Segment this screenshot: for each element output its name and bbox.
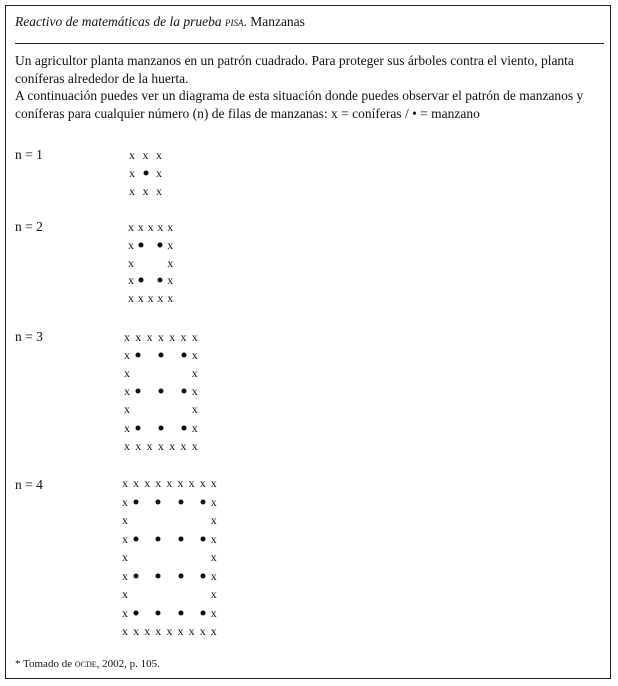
apple-tree-dot: [181, 425, 186, 430]
conifer-mark: x: [133, 476, 140, 490]
conifer-mark: x: [191, 402, 198, 417]
conifer-mark: x: [156, 165, 162, 180]
apple-tree-dot: [138, 242, 143, 247]
conifer-mark: x: [210, 494, 217, 509]
conifer-mark: x: [210, 568, 217, 583]
conifer-mark: x: [129, 165, 135, 180]
conifer-mark: x: [167, 220, 174, 234]
apple-tree-dot: [178, 610, 183, 615]
apple-tree-dot: [136, 353, 141, 358]
conifer-mark: x: [191, 330, 198, 344]
conifer-mark: x: [167, 273, 174, 288]
diagram-label-n4: n = 4: [15, 477, 43, 492]
figure-header: [15, 14, 305, 30]
footnote-prefix: * Tomado de: [15, 658, 73, 670]
conifer-mark: x: [210, 550, 217, 564]
conifer-mark: x: [122, 513, 128, 527]
conifer-mark: x: [180, 438, 187, 453]
conifer-mark: x: [135, 438, 142, 453]
intro-paragraph-2: A continuación puedes ver un diagrama de esta situación donde puedes observar el patrón de manzanos y coníferas para cualquier número (n) de filas de manzanas: x = coníferas / • = manzano: [15, 88, 584, 121]
header-pisa: pisa: [224, 14, 244, 29]
conifer-mark: x: [129, 183, 135, 198]
conifer-mark: x: [155, 476, 162, 490]
footnote-org: ocde: [74, 658, 97, 670]
conifer-mark: x: [188, 624, 195, 638]
footnote-suffix: , 2002, p. 105.: [96, 658, 160, 670]
apple-tree-dot: [200, 573, 205, 578]
conifer-mark: x: [124, 348, 130, 363]
intro-paragraph-1: Un agricultor planta manzanos en un patrón cuadrado. Para proteger sus árboles contra el viento, planta coníferas alrededor de la huerta.: [15, 53, 574, 86]
conifer-mark: x: [210, 605, 217, 620]
apple-tree-dot: [200, 499, 205, 504]
conifer-mark: x: [169, 330, 176, 344]
conifer-mark: x: [144, 624, 151, 638]
apple-tree-dot: [143, 170, 148, 175]
conifer-mark: x: [137, 220, 144, 234]
conifer-mark: x: [128, 220, 134, 234]
apple-tree-dot: [181, 353, 186, 358]
conifer-mark: x: [167, 237, 174, 252]
conifer-mark: x: [191, 420, 198, 435]
apple-tree-dot: [156, 536, 161, 541]
conifer-mark: x: [133, 624, 140, 638]
conifer-mark: x: [124, 402, 130, 417]
conifer-mark: x: [128, 291, 134, 306]
conifer-mark: x: [122, 587, 128, 601]
conifer-mark: x: [128, 255, 134, 270]
conifer-mark: x: [128, 237, 134, 252]
apple-tree-dot: [134, 499, 139, 504]
apple-tree-dot: [156, 573, 161, 578]
apple-tree-dot: [200, 610, 205, 615]
conifer-mark: x: [124, 366, 130, 381]
conifer-mark: x: [156, 183, 162, 198]
footnote: [15, 658, 160, 670]
conifer-mark: x: [142, 148, 149, 162]
apple-tree-dot: [181, 389, 186, 394]
conifer-mark: x: [180, 330, 187, 344]
conifer-mark: x: [137, 291, 144, 306]
diagram-label-n3: n = 3: [15, 329, 43, 344]
conifer-mark: x: [191, 366, 198, 381]
conifer-mark: x: [167, 255, 174, 270]
apple-tree-dot: [158, 389, 163, 394]
conifer-mark: x: [122, 476, 128, 490]
conifer-mark: x: [146, 330, 153, 344]
conifer-mark: x: [122, 605, 128, 620]
header-subtitle: . Manzanas: [243, 14, 305, 29]
conifer-mark: x: [147, 291, 154, 306]
conifer-mark: x: [177, 624, 184, 638]
conifer-mark: x: [188, 476, 195, 490]
apple-tree-dot: [158, 353, 163, 358]
apple-tree-dot: [158, 242, 163, 247]
conifer-mark: x: [210, 624, 217, 638]
conifer-mark: x: [177, 476, 184, 490]
conifer-mark: x: [157, 220, 164, 234]
intro-text: [15, 52, 600, 122]
conifer-mark: x: [124, 438, 130, 453]
conifer-mark: x: [124, 330, 130, 344]
conifer-mark: x: [210, 587, 217, 601]
conifer-mark: x: [122, 494, 128, 509]
apple-tree-dot: [178, 573, 183, 578]
conifer-mark: x: [191, 384, 198, 399]
conifer-mark: x: [124, 384, 130, 399]
conifer-mark: x: [122, 531, 128, 546]
apple-tree-dot: [156, 610, 161, 615]
conifer-mark: x: [210, 476, 217, 490]
conifer-mark: x: [144, 476, 151, 490]
diagram-label-n2: n = 2: [15, 219, 43, 234]
apple-tree-dot: [136, 389, 141, 394]
conifer-mark: x: [199, 476, 206, 490]
conifer-mark: x: [129, 148, 135, 162]
apple-tree-dot: [134, 573, 139, 578]
conifer-mark: x: [169, 438, 176, 453]
conifer-mark: x: [210, 513, 217, 527]
conifer-mark: x: [157, 330, 164, 344]
header-italic-title: Reactivo de matemáticas de la prueba: [15, 14, 222, 29]
conifer-mark: x: [166, 476, 173, 490]
conifer-mark: x: [122, 624, 128, 638]
conifer-mark: x: [167, 291, 174, 306]
conifer-mark: x: [191, 348, 198, 363]
conifer-mark: x: [147, 220, 154, 234]
header-divider: [15, 43, 604, 44]
conifer-mark: x: [157, 291, 164, 306]
apple-tree-dot: [134, 536, 139, 541]
conifer-mark: x: [135, 330, 142, 344]
apple-tree-dot: [138, 278, 143, 283]
conifer-mark: x: [210, 531, 217, 546]
conifer-mark: x: [142, 183, 149, 198]
conifer-mark: x: [122, 550, 128, 564]
conifer-mark: x: [124, 420, 130, 435]
apple-tree-dot: [158, 425, 163, 430]
conifer-mark: x: [191, 438, 198, 453]
conifer-mark: x: [199, 624, 206, 638]
apple-tree-dot: [136, 425, 141, 430]
conifer-mark: x: [128, 273, 134, 288]
diagram-label-n1: n = 1: [15, 147, 43, 162]
apple-tree-dot: [156, 499, 161, 504]
apple-tree-dot: [134, 610, 139, 615]
conifer-mark: x: [155, 624, 162, 638]
apple-tree-dot: [178, 536, 183, 541]
apple-tree-dot: [178, 499, 183, 504]
conifer-mark: x: [146, 438, 153, 453]
apple-tree-dot: [200, 536, 205, 541]
conifer-mark: x: [156, 148, 162, 162]
conifer-mark: x: [157, 438, 164, 453]
conifer-mark: x: [166, 624, 173, 638]
conifer-mark: x: [122, 568, 128, 583]
apple-tree-dot: [158, 278, 163, 283]
